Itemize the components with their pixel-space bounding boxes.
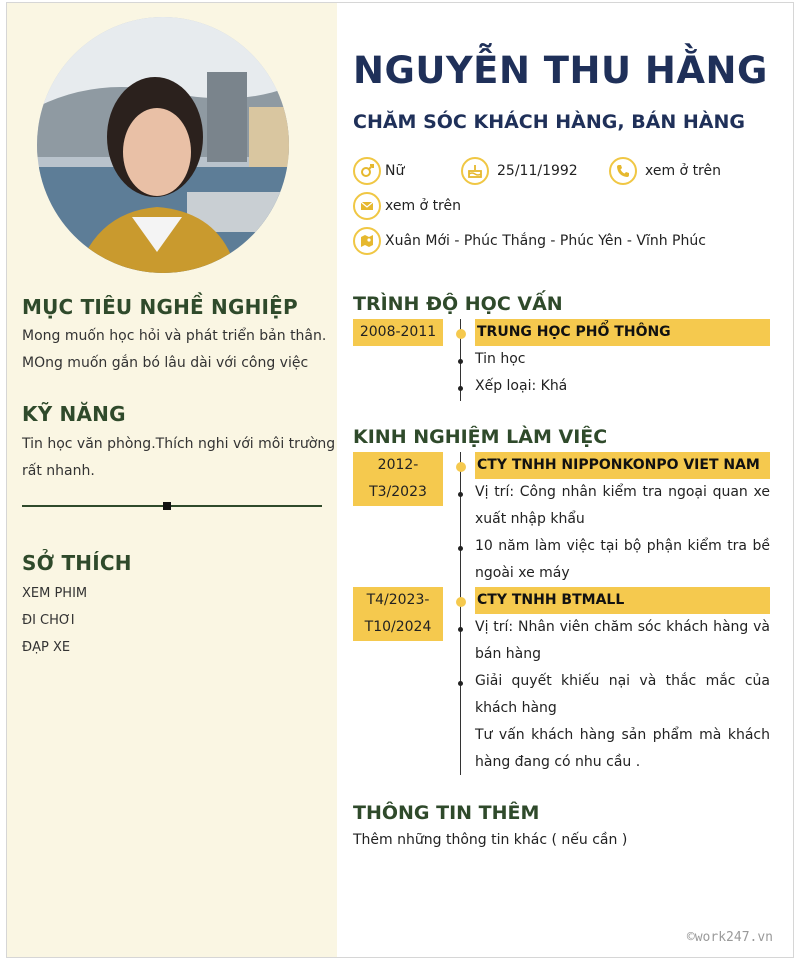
skills-title: KỸ NĂNG bbox=[22, 402, 126, 426]
birthday-cake-icon bbox=[461, 157, 489, 185]
job-2-detail: Tư vấn khách hàng sản phẩm mà khách hàng đang có nhu cầu . bbox=[475, 727, 770, 770]
phone-info bbox=[609, 157, 721, 185]
job-1-date-end: T3/2023 bbox=[369, 484, 427, 500]
hobby-item: ĐẠP XE bbox=[22, 640, 71, 655]
job-1-date bbox=[353, 452, 443, 506]
hobbies-title: SỞ THÍCH bbox=[22, 551, 132, 575]
timeline-bullet bbox=[458, 546, 463, 551]
job-1-date-start: 2012- bbox=[377, 457, 419, 473]
email-icon bbox=[353, 192, 381, 220]
skill-level-bar bbox=[22, 505, 322, 507]
timeline-bullet bbox=[458, 492, 463, 497]
education-date: 2008-2011 bbox=[353, 319, 443, 346]
job-2-date-start: T4/2023- bbox=[366, 592, 430, 608]
additional-title: THÔNG TIN THÊM bbox=[353, 802, 540, 824]
objective-line-1: Mong muốn học hỏi và phát triển bản thân. bbox=[22, 328, 327, 344]
timeline-bullet bbox=[458, 681, 463, 686]
timeline-bullet bbox=[458, 386, 463, 391]
education-title: TRÌNH ĐỘ HỌC VẤN bbox=[353, 293, 563, 315]
timeline-bullet bbox=[458, 627, 463, 632]
sidebar bbox=[7, 3, 337, 957]
birthdate-value: 25/11/1992 bbox=[497, 163, 578, 179]
job-1-company: CTY TNHH NIPPONKONPO VIET NAM bbox=[475, 452, 770, 479]
gender-icon bbox=[353, 157, 381, 185]
objective-title: MỤC TIÊU NGHỀ NGHIỆP bbox=[22, 295, 298, 319]
candidate-name: NGUYỄN THU HẰNG bbox=[353, 49, 768, 92]
gender-info bbox=[353, 157, 404, 185]
phone-value: xem ở trên bbox=[645, 163, 721, 179]
job-1-detail: 10 năm làm việc tại bộ phận kiểm tra bề ngoài xe máy bbox=[475, 538, 770, 581]
education-school: TRUNG HỌC PHỔ THÔNG bbox=[475, 319, 770, 346]
email-info bbox=[353, 192, 461, 220]
job-2-company: CTY TNHH BTMALL bbox=[475, 587, 770, 614]
timeline-dot bbox=[456, 462, 466, 472]
job-2-detail: Vị trí: Nhân viên chăm sóc khách hàng và bán hàng bbox=[475, 619, 770, 662]
job-2-date bbox=[353, 587, 443, 641]
objective-line-2: MOng muốn gắn bó lâu dài với công việc bbox=[22, 355, 309, 371]
timeline-dot bbox=[456, 329, 466, 339]
cv-page bbox=[6, 2, 794, 958]
experience-timeline-line bbox=[460, 452, 461, 775]
additional-text: Thêm những thông tin khác ( nếu cần ) bbox=[353, 832, 628, 848]
watermark: ©work247.vn bbox=[686, 930, 773, 945]
experience-title: KINH NGHIỆM LÀM VIỆC bbox=[353, 426, 608, 448]
skill-level-knob bbox=[163, 502, 171, 510]
job-2-date-end: T10/2024 bbox=[364, 619, 432, 635]
education-detail: Xếp loại: Khá bbox=[475, 378, 568, 394]
timeline-bullet bbox=[458, 359, 463, 364]
portrait-photo bbox=[37, 17, 289, 273]
education-detail: Tin học bbox=[475, 351, 526, 367]
timeline-dot bbox=[456, 597, 466, 607]
job-1-detail: Vị trí: Công nhân kiểm tra ngoại quan xe xuất nhập khẩu bbox=[475, 484, 770, 527]
candidate-role: CHĂM SÓC KHÁCH HÀNG, BÁN HÀNG bbox=[353, 111, 745, 133]
email-value: xem ở trên bbox=[385, 198, 461, 214]
skills-line-1: Tin học văn phòng.Thích nghi với môi trường bbox=[22, 436, 336, 452]
main-content bbox=[337, 3, 793, 957]
birthdate-info bbox=[461, 157, 578, 185]
job-2-detail: Giải quyết khiếu nại và thắc mắc của khách hàng bbox=[475, 673, 770, 716]
hobby-item: ĐI CHƠI bbox=[22, 613, 75, 628]
skills-line-2: rất nhanh. bbox=[22, 463, 95, 479]
avatar bbox=[37, 17, 289, 273]
address-info bbox=[353, 227, 706, 255]
gender-value: Nữ bbox=[385, 163, 405, 179]
address-value: Xuân Mới - Phúc Thắng - Phúc Yên - Vĩnh Phúc bbox=[385, 233, 706, 249]
phone-icon bbox=[609, 157, 637, 185]
hobby-item: XEM PHIM bbox=[22, 586, 88, 601]
location-icon bbox=[353, 227, 381, 255]
